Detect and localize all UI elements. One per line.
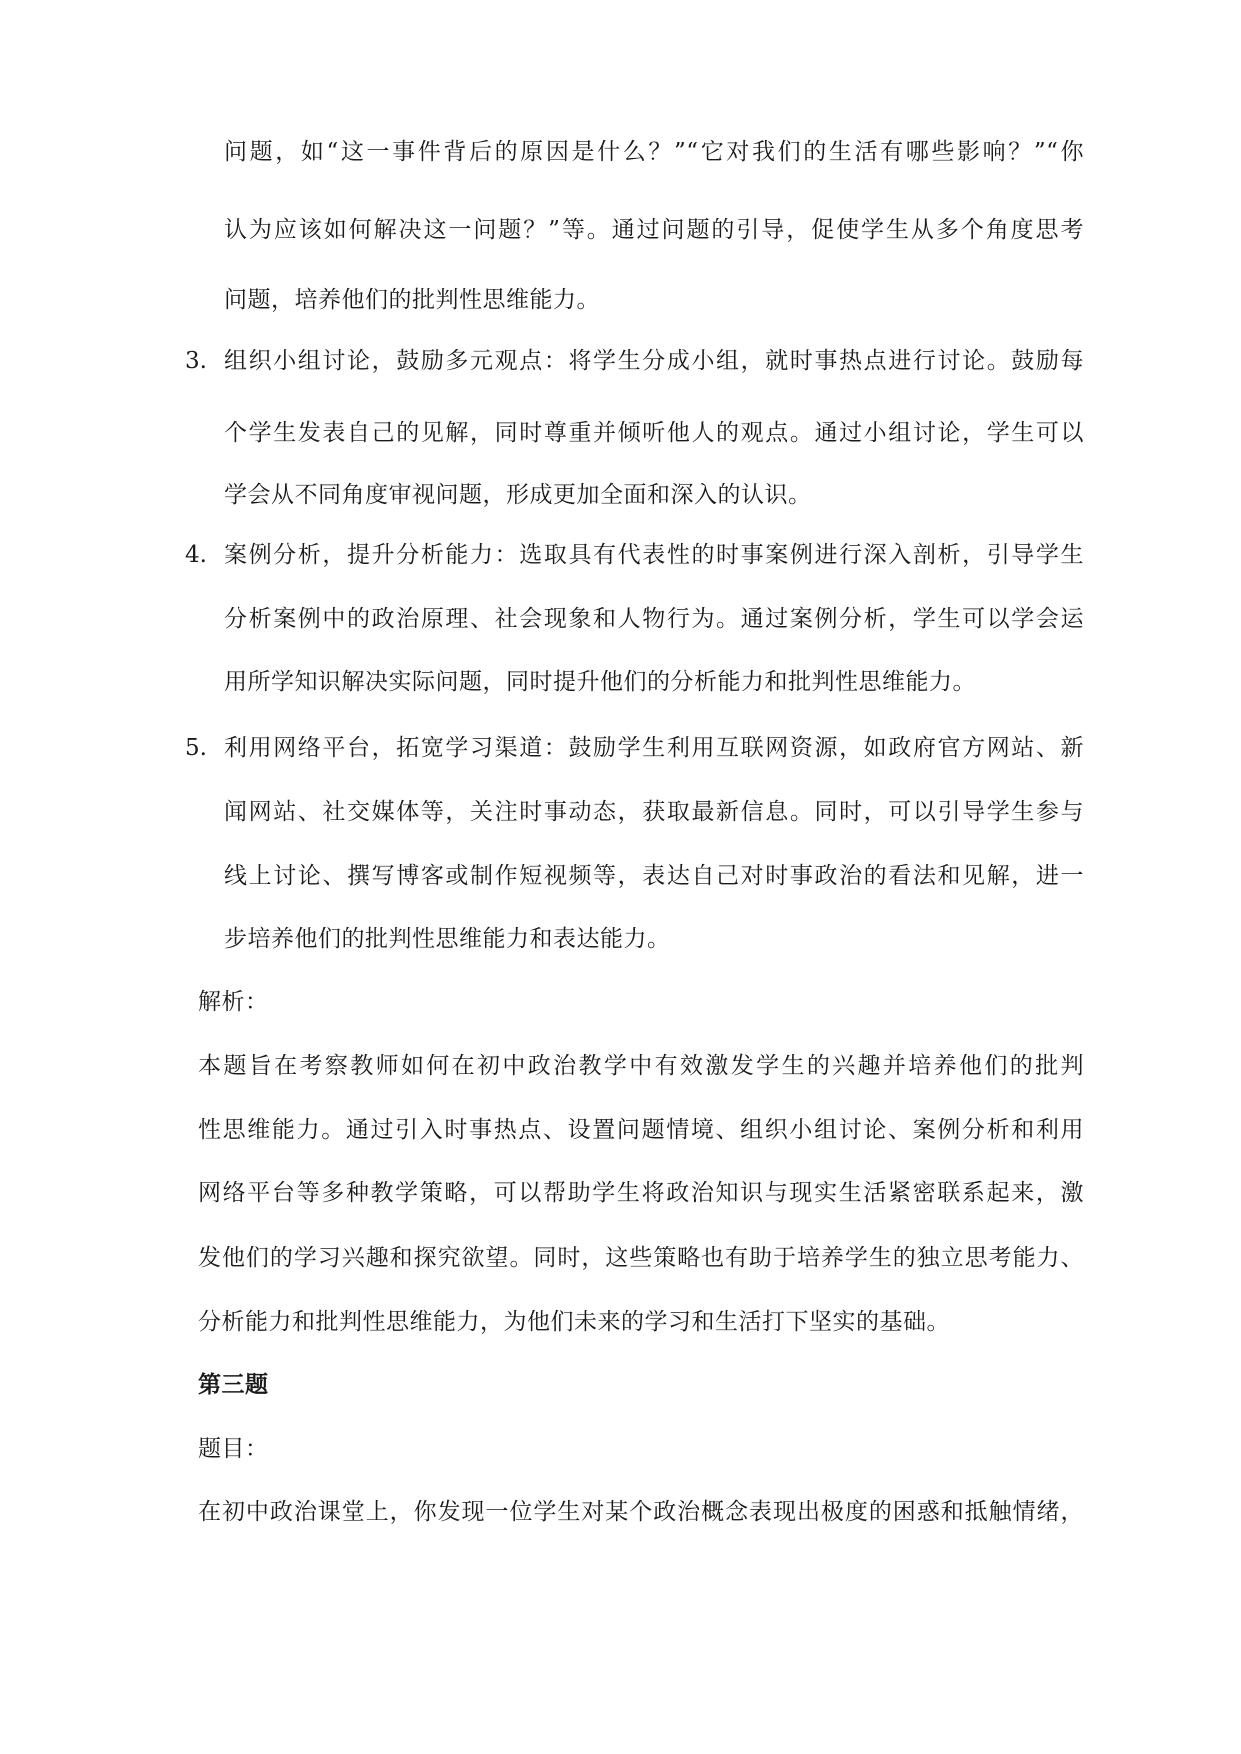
question-label: 题目： xyxy=(198,1436,269,1462)
list-number: 5. xyxy=(185,735,207,761)
item-4-line: 分析案例中的政治原理、社会现象和人物行为。通过案例分析，学生可以学会运 xyxy=(224,606,1084,632)
item-3-line: 组织小组讨论，鼓励多元观点：将学生分成小组，就时事热点进行讨论。鼓励每 xyxy=(224,348,1084,374)
analysis-line: 分析能力和批判性思维能力，为他们未来的学习和生活打下坚实的基础。 xyxy=(198,1309,950,1335)
item-5-line: 利用网络平台，拓宽学习渠道：鼓励学生利用互联网资源，如政府官方网站、新 xyxy=(224,735,1084,761)
analysis-line: 本题旨在考察教师如何在初中政治教学中有效激发学生的兴趣并培养他们的批判 xyxy=(198,1053,1084,1079)
analysis-line: 发他们的学习兴趣和探究欲望。同时，这些策略也有助于培养学生的独立思考能力、 xyxy=(198,1245,1084,1271)
analysis-label: 解析： xyxy=(198,989,269,1015)
analysis-line: 网络平台等多种教学策略，可以帮助学生将政治知识与现实生活紧密联系起来，激 xyxy=(198,1180,1084,1206)
item-4-line: 用所学知识解决实际问题，同时提升他们的分析能力和批判性思维能力。 xyxy=(224,669,976,695)
list-number: 3. xyxy=(185,348,207,374)
item-5-line: 线上讨论、撰写博客或制作短视频等，表达自己对时事政治的看法和见解，进一 xyxy=(224,863,1084,889)
item-4-line: 案例分析，提升分析能力：选取具有代表性的时事案例进行深入剖析，引导学生 xyxy=(224,542,1084,568)
item-2-line: 问题，如“这一事件背后的原因是什么？”“它对我们的生活有哪些影响？”“你 xyxy=(224,139,1084,165)
item-3-line: 学会从不同角度审视问题，形成更加全面和深入的认识。 xyxy=(224,482,812,508)
list-number: 4. xyxy=(185,542,207,568)
item-5-line: 步培养他们的批判性思维能力和表达能力。 xyxy=(224,926,671,952)
item-5-line: 闻网站、社交媒体等，关注时事动态，获取最新信息。同时，可以引导学生参与 xyxy=(224,799,1084,825)
section-title: 第三题 xyxy=(198,1371,269,1398)
item-2-line: 问题，培养他们的批判性思维能力。 xyxy=(224,287,600,313)
item-3-line: 个学生发表自己的见解，同时尊重并倾听他人的观点。通过小组讨论，学生可以 xyxy=(224,420,1084,446)
item-2-line: 认为应该如何解决这一问题？”等。通过问题的引导，促使学生从多个角度思考 xyxy=(224,217,1084,243)
question-line: 在初中政治课堂上，你发现一位学生对某个政治概念表现出极度的困惑和抵触情绪， xyxy=(198,1499,1084,1525)
analysis-line: 性思维能力。通过引入时事热点、设置问题情境、组织小组讨论、案例分析和利用 xyxy=(198,1117,1084,1143)
